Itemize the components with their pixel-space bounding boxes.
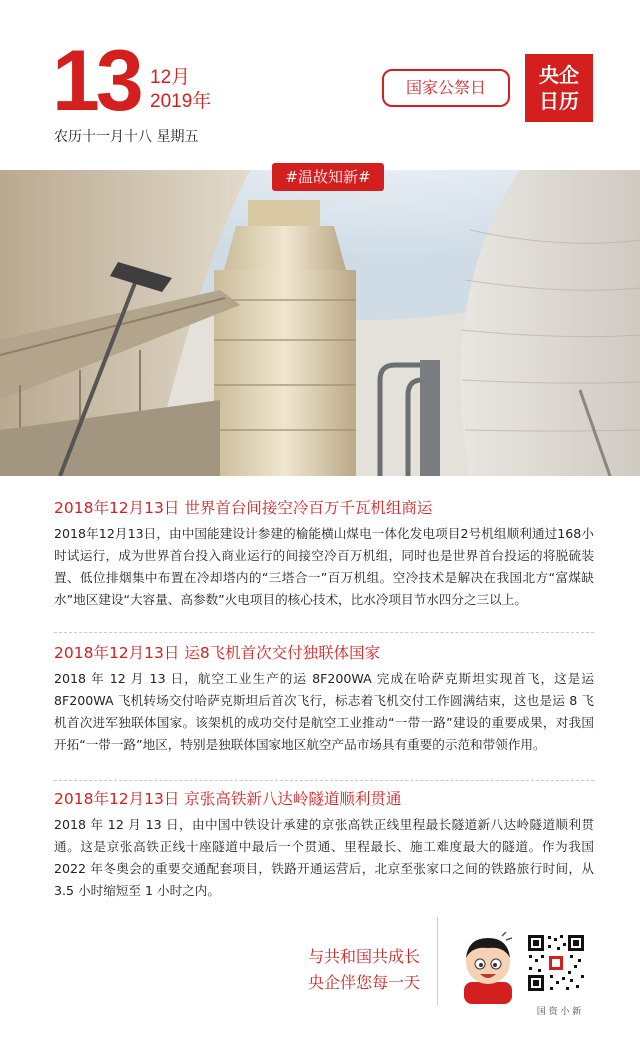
lunar-weekday: 农历十一月十八 星期五 xyxy=(54,129,199,145)
brand-line-2: 日历 xyxy=(539,89,579,113)
slogan-line-2: 央企伴您每一天 xyxy=(307,973,420,992)
article-1 xyxy=(54,497,594,611)
divider xyxy=(54,632,594,633)
article-title: 2018年12月13日 京张高铁新八达岭隧道顺利贯通 xyxy=(54,790,402,808)
hashtag-label: #温故知新# xyxy=(272,163,384,191)
qr-caption: 国 资 小 新 xyxy=(536,1007,582,1017)
cooling-tower-illustration xyxy=(0,170,640,476)
brand-logo xyxy=(525,54,593,122)
slogan-line-1: 与共和国共成长 xyxy=(307,947,420,966)
date-year: 2019年 xyxy=(150,91,212,112)
article-3 xyxy=(54,788,594,902)
qr-code[interactable] xyxy=(526,933,586,997)
cooling-tower-photo xyxy=(0,170,640,476)
article-title: 2018年12月13日 世界首台间接空冷百万千瓦机组商运 xyxy=(54,499,433,517)
brand-line-1: 央企 xyxy=(539,63,579,87)
date-month: 12月 xyxy=(150,67,191,88)
footer-divider xyxy=(437,917,438,1005)
memorial-day-badge: 国家公祭日 xyxy=(382,69,510,107)
article-2 xyxy=(54,642,594,756)
divider xyxy=(54,780,594,781)
article-body: 2018 年 12 月 13 日，由中国中铁设计承建的京张高铁正线里程最长隧道新八达岭隧道顺利贯通。这是京张高铁正线十座隧道中最后一个贯通、里程最长、施工难度最大的隧道。作为我国 2022 年冬奥会的重要交通配套项目，铁路开通运营后，北京至张家口之间的铁路旅行时间，从 3.5 小时缩短至 1 小时之内。 xyxy=(54,817,594,898)
date-day: 13 xyxy=(52,33,140,129)
mascot-avatar xyxy=(458,932,518,1008)
article-title: 2018年12月13日 运8飞机首次交付独联体国家 xyxy=(54,644,381,662)
article-body: 2018年12月13日，由中国能建设计参建的榆能横山煤电一体化发电项目2号机组顺利通过168小时试运行，成为世界首台投入商业运行的间接空冷百万机组，同时也是世界首台投运的将脱硫装置、低位排烟集中布置在冷却塔内的“三塔合一”百万机组。空冷技术是解决在我国北方“富煤缺水”地区建设“大容量、高参数”火电项目的核心技术，比水冷项目节水四分之三以上。 xyxy=(54,526,594,607)
article-body: 2018 年 12 月 13 日，航空工业生产的运 8F200WA 完成在哈萨克斯坦实现首飞，这是运 8F200WA 飞机转场交付哈萨克斯坦后首次飞行，标志着飞机交付工作圆满结束，这也是运 8 飞机首次进军独联体国家。该架机的成功交付是航空工业推动“一带一路”建设的重要成果，对我国开拓“一带一路”地区，特别是独联体国家地区航空产品市场具有重要的示范和带领作用。 xyxy=(54,671,594,752)
